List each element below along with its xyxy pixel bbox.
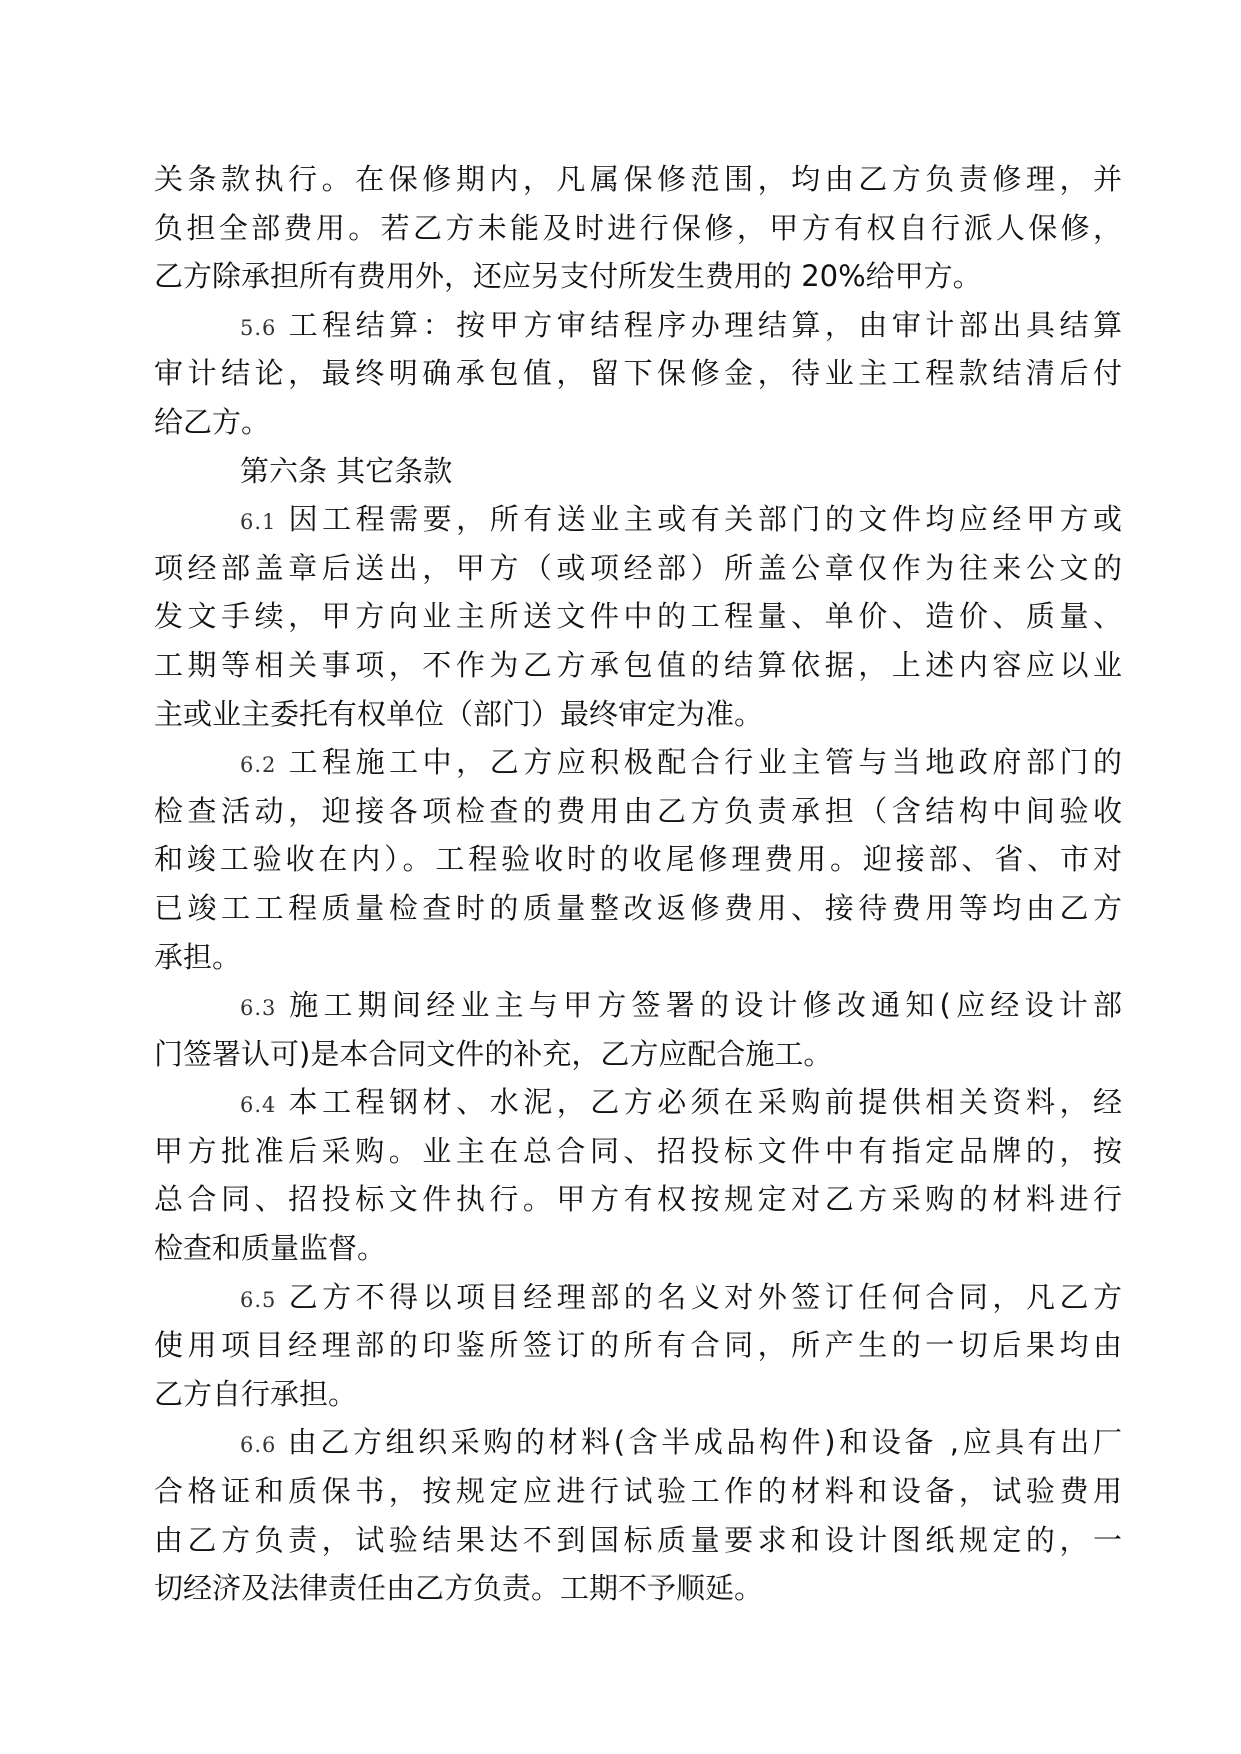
- document-body: [154, 155, 1122, 1613]
- clause-number: 6.2: [240, 753, 289, 778]
- text-line: [154, 933, 1122, 982]
- line-text: 门签署认可)是本合同文件的补充，乙方应配合施工。: [154, 1036, 833, 1071]
- text-line: [154, 690, 1122, 739]
- line-text: 本工程钢材、水泥，乙方必须在采购前提供相关资料，经: [288, 1085, 1122, 1120]
- text-line: [154, 1516, 1122, 1565]
- text-line: [154, 349, 1122, 398]
- line-text: 项经部盖章后送出，甲方（或项经部）所盖公章仅作为往来公文的: [154, 550, 1122, 585]
- line-text: 甲方批准后采购。业主在总合同、招投标文件中有指定品牌的，按: [154, 1133, 1122, 1168]
- line-text: 发文手续，甲方向业主所送文件中的工程量、单价、造价、质量、: [154, 599, 1122, 634]
- clause-number: 6.3: [240, 996, 290, 1021]
- text-line: [154, 447, 1122, 496]
- text-line: [154, 301, 1122, 350]
- clause-number: 6.1: [240, 510, 289, 535]
- line-text: 承担。: [154, 939, 242, 974]
- line-text: 使用项目经理部的印鉴所签订的所有合同，所产生的一切后果均由: [154, 1328, 1122, 1363]
- line-text: 乙方不得以项目经理部的名义对外签订任何合同，凡乙方: [288, 1279, 1122, 1314]
- line-text: 给乙方。: [154, 404, 271, 439]
- clause-number: 6.6: [240, 1433, 288, 1458]
- text-line: [154, 641, 1122, 690]
- line-text: 总合同、招投标文件执行。甲方有权按规定对乙方采购的材料进行: [154, 1182, 1122, 1217]
- text-line: [154, 592, 1122, 641]
- line-text: 主或业主委托有权单位（部门）最终审定为准。: [154, 696, 764, 731]
- line-text: 和竣工验收在内）。工程验收时的收尾修理费用。迎接部、省、市对: [154, 842, 1122, 877]
- text-line: [154, 787, 1122, 836]
- line-text: 关条款执行。在保修期内，凡属保修范围，均由乙方负责修理，并: [154, 162, 1122, 196]
- clause-number: 6.5: [240, 1287, 289, 1312]
- text-line: [154, 835, 1122, 884]
- text-line: [154, 1127, 1122, 1176]
- text-line: [154, 1030, 1122, 1079]
- clause-number: 5.6: [240, 315, 289, 340]
- text-line: [154, 1175, 1122, 1224]
- text-line: [154, 398, 1122, 447]
- text-line: [154, 1418, 1122, 1467]
- text-line: [154, 495, 1122, 544]
- text-line: [154, 252, 1122, 301]
- line-text: 工期等相关事项，不作为乙方承包值的结算依据，上述内容应以业: [154, 647, 1122, 682]
- text-line: [154, 1078, 1122, 1127]
- text-line: [154, 884, 1122, 933]
- text-line: [154, 738, 1122, 787]
- line-text: 检查活动，迎接各项检查的费用由乙方负责承担（含结构中间验收: [154, 793, 1122, 828]
- line-text: 因工程需要，所有送业主或有关部门的文件均应经甲方或: [288, 502, 1122, 537]
- line-text: 第六条 其它条款: [240, 453, 453, 488]
- line-text: 由乙方组织采购的材料(含半成品构件)和设备 ,应具有出厂: [287, 1425, 1122, 1460]
- line-text: 乙方除承担所有费用外，还应另支付所发生费用的 20%给甲方。: [154, 259, 982, 294]
- line-text: 施工期间经业主与甲方签署的设计修改通知(应经设计部: [289, 988, 1122, 1023]
- text-line: [154, 1370, 1122, 1419]
- text-line: [154, 1224, 1122, 1273]
- text-line: [154, 155, 1122, 204]
- line-text: 合格证和质保书，按规定应进行试验工作的材料和设备，试验费用: [154, 1474, 1122, 1509]
- line-text: 由乙方负责，试验结果达不到国标质量要求和设计图纸规定的，一: [154, 1522, 1122, 1557]
- line-text: 切经济及法律责任由乙方负责。工期不予顺延。: [154, 1571, 764, 1606]
- text-line: [154, 981, 1122, 1030]
- text-line: [154, 1273, 1122, 1322]
- line-text: 检查和质量监督。: [154, 1231, 387, 1266]
- text-line: [154, 1321, 1122, 1370]
- text-line: [154, 544, 1122, 593]
- clause-number: 6.4: [240, 1093, 289, 1118]
- line-text: 负担全部费用。若乙方未能及时进行保修，甲方有权自行派人保修，: [154, 210, 1122, 245]
- line-text: 工程施工中，乙方应积极配合行业主管与当地政府部门的: [288, 745, 1122, 780]
- line-text: 工程结算：按甲方审结程序办理结算，由审计部出具结算: [288, 307, 1122, 342]
- line-text: 审计结论，最终明确承包值，留下保修金，待业主工程款结清后付: [154, 356, 1122, 391]
- text-line: [154, 204, 1122, 253]
- text-line: [154, 1467, 1122, 1516]
- line-text: 乙方自行承担。: [154, 1376, 358, 1411]
- line-text: 已竣工工程质量检查时的质量整改返修费用、接待费用等均由乙方: [154, 890, 1122, 925]
- text-line: [154, 1564, 1122, 1613]
